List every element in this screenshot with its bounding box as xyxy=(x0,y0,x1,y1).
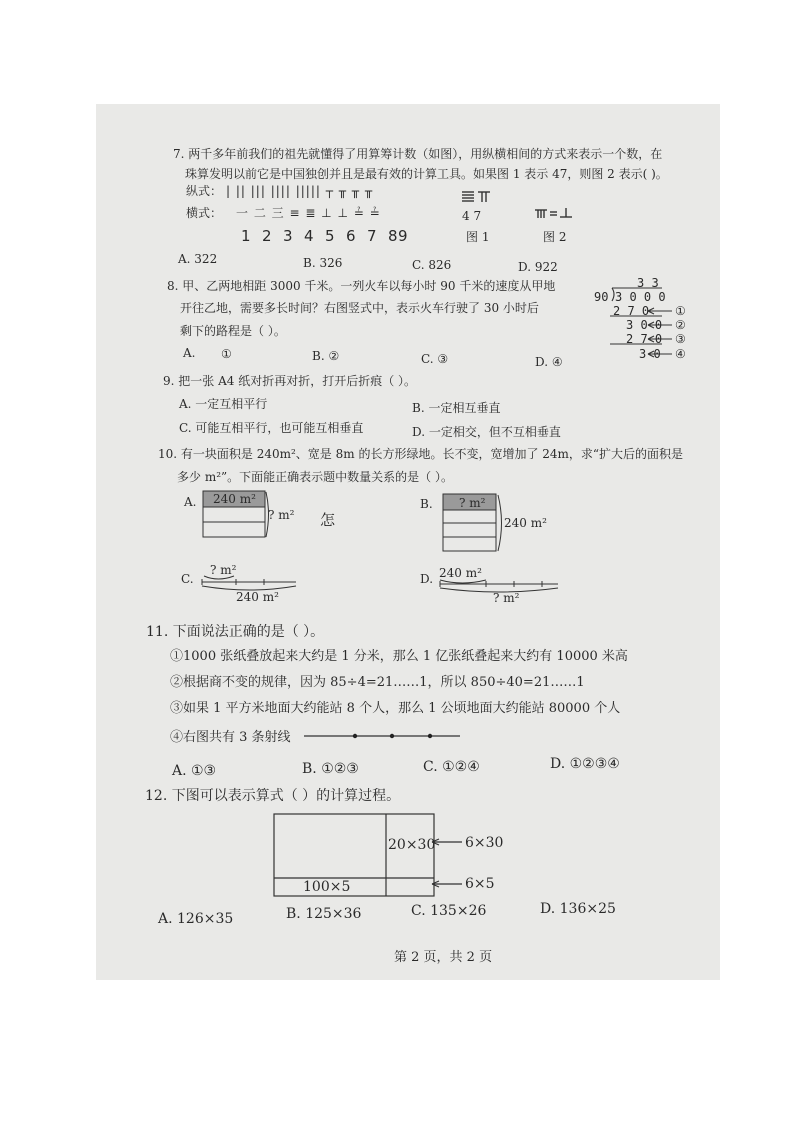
q7-vertical-label: 纵式： xyxy=(186,184,223,198)
q11-item-2: ②根据商不变的规律，因为 85÷4=21……1，所以 850÷40=21……1 xyxy=(170,675,585,690)
q8-quotient: 3 3 xyxy=(637,276,659,290)
q11-ray-figure xyxy=(300,730,462,742)
q10-choice-a[interactable]: A. xyxy=(184,495,197,509)
q9-choice-c[interactable]: C. 可能互相平行，也可能互相垂直 xyxy=(179,421,364,435)
q11-item-3: ③如果 1 平方米地面大约能站 8 个人，那么 1 公顷地面大约能站 80000 个人 xyxy=(170,701,621,716)
q8-marker-2: ② xyxy=(675,318,686,332)
q9-choice-b[interactable]: B. 一定相互垂直 xyxy=(412,401,501,415)
q7-line1: 7. 两千多年前我们的祖先就懂得了用算筹计数（如图），用纵横相间的方式来表示一个数，在 xyxy=(173,147,663,161)
q10-c-top: ? m² xyxy=(210,563,237,577)
q7-digit: 9 xyxy=(398,227,408,245)
q10-choice-c[interactable]: C. xyxy=(181,572,194,586)
q12-cell-inner: 20×30 xyxy=(388,837,436,853)
q8-line2: 开往乙地，需要多长时间？右图竖式中，表示火车行驶了 30 小时后 xyxy=(180,301,539,315)
q8-divisor: 90 xyxy=(594,290,609,304)
q10-d-bottom: ? m² xyxy=(493,591,520,605)
q8-line3: 剩下的路程是（ ）。 xyxy=(180,324,286,338)
q7-choice-c[interactable]: C. 826 xyxy=(412,258,452,272)
q10-line2: 多少 m²”。下面能正确表示题中数量关系的是（ ）。 xyxy=(177,470,453,484)
q8-marker-3: ③ xyxy=(675,332,686,346)
q7-digit: 3 xyxy=(283,227,293,245)
q8-line1: 8. 甲、乙两地相距 3000 千米。一列火车以每小时 90 千米的速度从甲地 xyxy=(167,279,556,293)
q7-horizontal-rods: 一 二 三 ≡ ≣ ⊥ ⊥ ≟ ≟ xyxy=(236,206,381,220)
q7-horizontal-label: 横式： xyxy=(186,206,223,220)
q11-item-4: ④右图共有 3 条射线 xyxy=(170,730,291,745)
q10-choice-b[interactable]: B. xyxy=(420,497,433,511)
q8-row-4: 3 0 xyxy=(639,347,661,361)
q7-digit: 1 xyxy=(241,227,251,245)
q7-choice-b[interactable]: B. 326 xyxy=(303,256,343,270)
q12-line1: 12. 下图可以表示算式（ ）的计算过程。 xyxy=(145,788,401,804)
q8-choice-b[interactable]: B. ② xyxy=(312,349,340,363)
q10-b-top: ? m² xyxy=(459,496,486,510)
q12-cell-bottom: 100×5 xyxy=(303,879,351,895)
q10-scribble: 怎 xyxy=(320,511,336,529)
q8-row-2: 3 0 0 xyxy=(626,318,663,332)
q10-b-right: 240 m² xyxy=(504,516,547,530)
q10-a-top: 240 m² xyxy=(213,492,256,506)
q8-marker-1: ① xyxy=(675,304,686,318)
q10-line1: 10. 有一块面积是 240m²、宽是 8m 的长方形绿地。长不变，宽增加了 24m，求“扩大后的面积是 xyxy=(158,447,684,461)
q7-fig2-label: 图 2 xyxy=(543,230,567,244)
q8-choice-a-mark[interactable]: ① xyxy=(221,347,232,361)
q7-digit: 6 xyxy=(346,227,356,245)
q11-choice-c[interactable]: C. ①②④ xyxy=(423,759,480,775)
q7-choice-d[interactable]: D. 922 xyxy=(518,260,558,274)
q7-digit: 4 xyxy=(304,227,314,245)
q10-d-top: 240 m² xyxy=(439,566,482,580)
q7-digit: 5 xyxy=(325,227,335,245)
q7-line2: 珠算发明以前它是中国独创并且是最有效的计算工具。如果图 1 表示 47，则图 2 表示( )。 xyxy=(185,167,668,181)
q8-choice-c[interactable]: C. ③ xyxy=(421,352,449,366)
q11-item-1: ①1000 张纸叠放起来大约是 1 分米，那么 1 亿张纸叠起来大约有 10000 米高 xyxy=(170,649,628,664)
q12-choice-c[interactable]: C. 135×26 xyxy=(411,903,487,919)
q10-c-bottom: 240 m² xyxy=(236,590,279,604)
q10-a-right: ? m² xyxy=(268,508,295,522)
q7-vertical-rods: | || ||| |||| ||||| ┬ ╥ ╥ ╥ xyxy=(226,184,374,198)
q12-right-top: 6×30 xyxy=(465,835,504,851)
q12-choice-b[interactable]: B. 125×36 xyxy=(286,906,362,922)
q12-area-figure xyxy=(272,812,468,898)
q7-choice-a[interactable]: A. 322 xyxy=(178,252,218,266)
q9-choice-a[interactable]: A. 一定互相平行 xyxy=(179,397,268,411)
q11-choice-a[interactable]: A. ①③ xyxy=(172,763,217,779)
q8-marker-4: ④ xyxy=(675,347,686,361)
q7-fig1-digits: 4 7 xyxy=(462,209,482,223)
q7-fig1-label: 图 1 xyxy=(466,230,490,244)
q11-choice-d[interactable]: D. ①②③④ xyxy=(550,756,620,772)
q9-line1: 9. 把一张 A4 纸对折再对折，打开后折痕（ ）。 xyxy=(163,374,417,388)
q7-digit: 2 xyxy=(262,227,272,245)
q11-line1: 11. 下面说法正确的是（ ）。 xyxy=(146,624,325,640)
q8-choice-a[interactable]: A. xyxy=(183,346,196,360)
q8-row-3: 2 7 0 xyxy=(626,332,663,346)
page-footer: 第 2 页，共 2 页 xyxy=(394,950,493,965)
q9-choice-d[interactable]: D. 一定相交，但不互相垂直 xyxy=(412,425,561,439)
q7-digit: 7 xyxy=(367,227,377,245)
q8-row-1: 2 7 0 xyxy=(613,304,650,318)
q12-choice-d[interactable]: D. 136×25 xyxy=(540,901,616,917)
q12-choice-a[interactable]: A. 126×35 xyxy=(158,911,234,927)
q10-choice-d[interactable]: D. xyxy=(420,572,434,586)
q8-choice-d[interactable]: D. ④ xyxy=(535,355,563,369)
q11-choice-b[interactable]: B. ①②③ xyxy=(302,761,359,777)
q7-digit: 8 xyxy=(388,227,398,245)
q12-right-bottom: 6×5 xyxy=(465,876,495,892)
q8-dividend: 3 0 0 0 xyxy=(615,290,666,304)
